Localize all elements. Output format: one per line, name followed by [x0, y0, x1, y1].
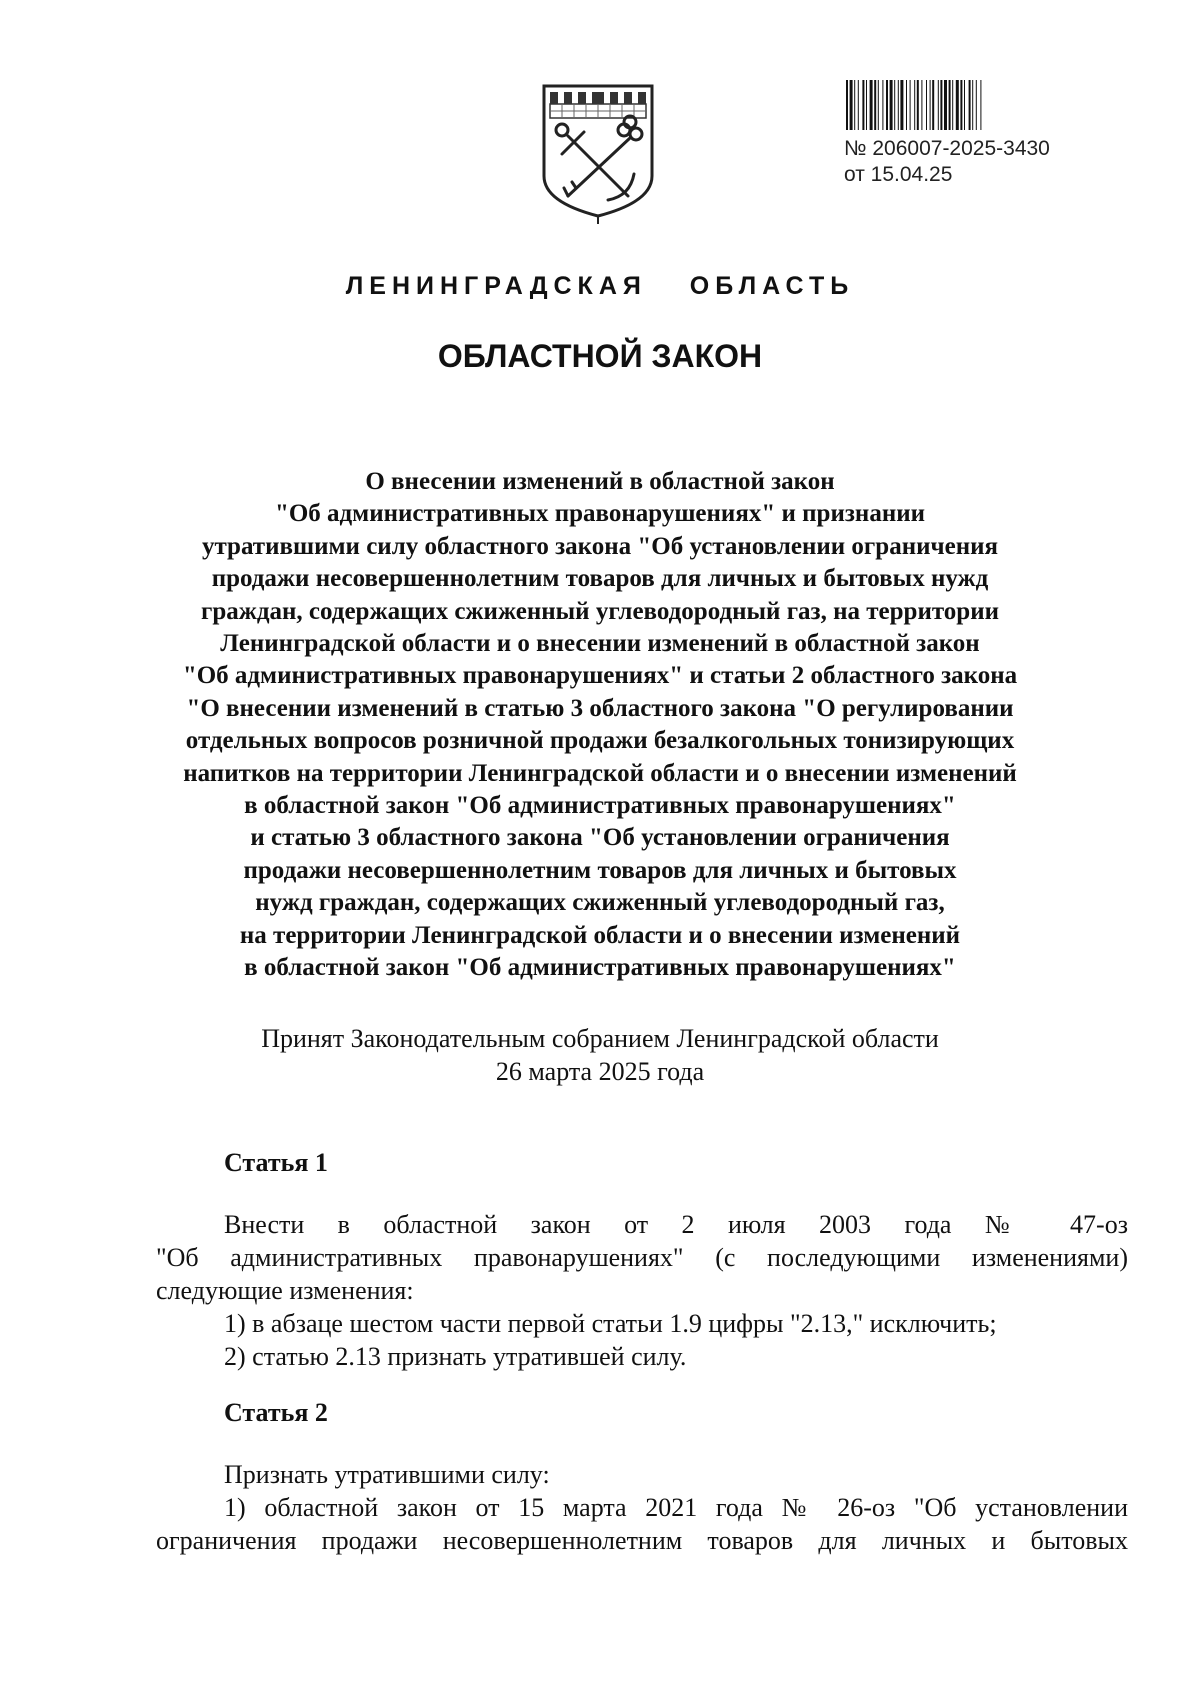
title-line: отдельных вопросов розничной продажи безалкогольных тонизирующих: [185, 727, 1015, 755]
article-1-item: 2) статью 2.13 признать утратившей силу.: [224, 1342, 687, 1371]
registration-number: № 206007-2025-3430: [844, 137, 1050, 160]
title-line: в областной закон "Об административных правонарушениях": [244, 954, 956, 982]
title-line: напитков на территории Ленинградской области и о внесении изменений: [183, 759, 1017, 787]
title-line: "Об административных правонарушениях" и статьи 2 областного закона: [182, 662, 1018, 690]
adoption-note: [0, 1022, 1200, 1088]
coat-of-arms-icon: [538, 84, 658, 226]
title-line: нужд граждан, содержащих сжиженный углеводородный газ,: [255, 889, 945, 917]
article-2-item: 1) областной закон от 15 марта 2021 года № 26-оз "Об установлении: [224, 1493, 1128, 1522]
title-line: граждан, содержащих сжиженный углеводородный газ, на территории: [200, 597, 1000, 625]
title-line: Ленинградской области и о внесении изменений в областной закон: [220, 630, 980, 658]
article-1-heading: Статья 1: [224, 1148, 328, 1177]
article-1-line: "Об административных правонарушениях" (с последующими изменениями): [156, 1243, 1128, 1272]
title-line: "Об административных правонарушениях" и признании: [274, 500, 926, 528]
title-line: продажи несовершеннолетним товаров для личных и бытовых: [243, 856, 957, 884]
article-1-item: 1) в абзаце шестом части первой статьи 1.9 цифры "2.13," исключить;: [224, 1309, 997, 1338]
registration-block: [838, 80, 1108, 188]
title-line: на территории Ленинградской области и о внесении изменений: [239, 921, 961, 949]
article-1-line: следующие изменения:: [156, 1276, 414, 1305]
title-line: утратившими силу областного закона "Об установлении ограничения: [201, 532, 999, 560]
article-1-line: Внести в областной закон от 2 июля 2003 года № 47-оз: [224, 1210, 1128, 1239]
article-2-intro: Признать утратившими силу:: [224, 1460, 550, 1489]
title-line: и статью 3 областного закона "Об установлении ограничения: [250, 824, 950, 852]
registration-date: от 15.04.25: [844, 163, 953, 186]
title-line: в областной закон "Об административных правонарушениях": [244, 792, 956, 820]
article-2-heading: Статья 2: [224, 1398, 328, 1427]
adoption-date: 26 марта 2025 года: [495, 1057, 705, 1086]
document-type: ОБЛАСТНОЙ ЗАКОН: [437, 338, 763, 374]
law-title: [140, 466, 1060, 985]
title-line: продажи несовершеннолетним товаров для личных и бытовых нужд: [211, 565, 989, 593]
title-line: О внесении изменений в областной закон: [365, 468, 835, 495]
adoption-body: Принят Законодательным собранием Ленинградской области: [261, 1024, 939, 1053]
article-2-item: ограничения продажи несовершеннолетним товаров для личных и бытовых: [156, 1526, 1128, 1555]
region-name: ЛЕНИНГРАДСКАЯ ОБЛАСТЬ: [345, 272, 855, 300]
barcode-icon: [844, 80, 1106, 130]
title-line: "О внесении изменений в статью 3 областного закона "О регулировании: [186, 694, 1014, 722]
